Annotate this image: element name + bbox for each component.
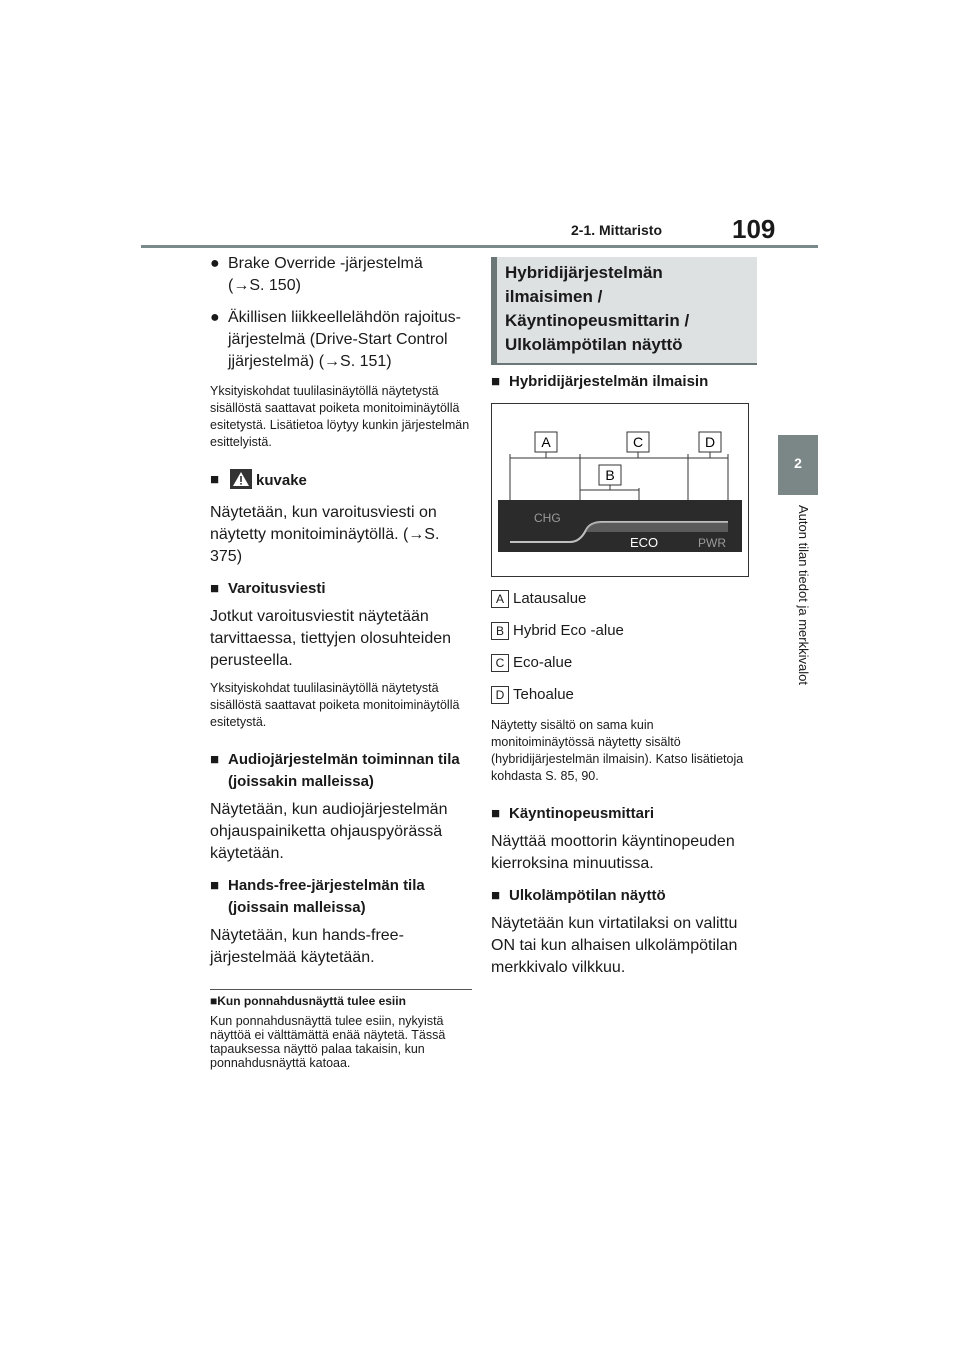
body-text: Näytetään, kun hands-free-järjestelmää käytetään. (210, 927, 404, 966)
section-title: 2-1. Mittaristo (571, 222, 663, 238)
bullet-line: Brake Override -järjestelmä (228, 255, 423, 272)
subheading-label: Käyntinopeusmittari (509, 805, 655, 822)
heading-line: Käyntinopeusmittarin / (505, 311, 690, 330)
bullet-line: järjestelmä (Drive-Start Control (228, 331, 448, 348)
bullet-dot-icon: ● (210, 309, 220, 326)
subheading-outside-temp (491, 885, 753, 907)
square-bullet-icon: ■ (210, 580, 220, 597)
square-bullet-icon: ■ (491, 805, 501, 822)
eco-label: ECO (630, 535, 659, 550)
popup-note (210, 989, 472, 1070)
subheading-label: Ulkolämpötilan näyttö (509, 887, 666, 904)
chapter-title: Auton tilan tiedot ja merkkivalot (796, 505, 811, 685)
legend-text: Eco-alue (513, 654, 573, 671)
subheading-hybrid-indicator (491, 371, 753, 393)
left-column (210, 253, 472, 1070)
legend-item-b (491, 621, 753, 641)
square-bullet-icon: ■ (210, 751, 220, 768)
pwr-label: PWR (698, 536, 726, 550)
heading-line: Hybridijärjestelmän (505, 263, 663, 282)
square-bullet-icon: ■ (210, 877, 220, 894)
legend-text: Tehoalue (513, 686, 574, 703)
subheading-label: Audiojärjestelmän toiminnan tila (joissakin malleissa) (228, 751, 460, 790)
hybrid-indicator-diagram (491, 403, 749, 577)
bullet-dot-icon: ● (210, 255, 220, 272)
body-text: Näytetään kun virtatilaksi on valittu ON tai kun alhaisen ulkolämpötilan merkkivalo vilkkuu. (491, 915, 738, 976)
subheading-label: kuvake (256, 472, 307, 489)
subheading-label: Varoitusviesti (228, 580, 326, 597)
legend-list (491, 589, 753, 705)
note-paragraph: Yksityiskohdat tuulilasinäytöllä näytetystä sisällöstä saattavat poiketa monitoiminäytöllä esitetystä. Lisätietoa löytyy kunkin järjestelmän esittelyistä. (210, 384, 470, 449)
heading-line: ilmaisimen / (505, 287, 603, 306)
legend-text: Latausalue (513, 590, 587, 607)
note-text: Kun ponnahdusnäyttä tulee esiin, nykyistä näyttöä ei välttämättä enää näytetä. Tässä tapauksessa näyttö palaa takaisin, kun ponnahdusnäyttä katoaa. (210, 1014, 446, 1070)
diagram-label-c: C (632, 434, 644, 450)
section-heading-box (491, 257, 757, 365)
square-bullet-icon: ■ (491, 887, 501, 904)
heading-line: Ulkolämpötilan näyttö (505, 335, 683, 354)
bullet-line: jjärjestelmä) (→S. 151) (228, 353, 392, 370)
subheading-label: Hands-free-järjestelmän tila (joissain malleissa) (228, 877, 425, 916)
hybrid-indicator-illustration (492, 404, 748, 576)
diagram-label-b: B (605, 467, 615, 483)
subheading-tachometer (491, 803, 753, 825)
diagram-label-a: A (541, 434, 551, 450)
diagram-label-d: D (704, 434, 716, 450)
legend-key: C (491, 654, 509, 672)
body-text: Näytetään, kun audiojärjestelmän ohjauspainiketta ohjauspyörässä käytetään. (210, 801, 448, 862)
header-divider (141, 245, 818, 248)
note-paragraph: Yksityiskohdat tuulilasinäytöllä näytetystä sisällöstä saattavat poiketa monitoiminäytöllä esitetystä. (210, 681, 460, 729)
bullet-brake-override (210, 253, 472, 297)
bullet-line: Äkillisen liikkeellelähdön rajoitus- (228, 309, 461, 326)
legend-key: A (491, 590, 509, 608)
gauge-fill (586, 522, 728, 532)
square-bullet-icon: ■ (491, 373, 501, 390)
subheading-warning-icon (210, 469, 472, 496)
body-text: Näytetään, kun varoitusviesti on näytetty monitoiminäytöllä. (→S. 375) (210, 504, 440, 565)
legend-text: Hybrid Eco -alue (513, 622, 624, 639)
bullet-drive-start-control (210, 307, 472, 373)
note-title-text: Kun ponnahdusnäyttä tulee esiin (217, 994, 406, 1008)
note-title (210, 994, 472, 1008)
bullet-line: (→S. 150) (228, 277, 301, 294)
subheading-label: Hybridijärjestelmän ilmaisin (509, 373, 709, 390)
chapter-number: 2 (794, 455, 802, 471)
note-paragraph: Näytetty sisältö on sama kuin monitoiminäytössä näytetty sisältö (hybridijärjestelmän ilmaisin). Katso lisätietoja kohdasta S. 85, 90. (491, 718, 744, 783)
legend-key: D (491, 686, 509, 704)
legend-item-d (491, 685, 753, 705)
right-column (491, 257, 753, 987)
subheading-warning-message (210, 578, 472, 600)
subheading-audio (210, 749, 472, 793)
body-text: Jotkut varoitusviestit näytetään tarvittaessa, tiettyjen olosuhteiden perusteella. (210, 608, 452, 669)
square-bullet-icon: ■ (210, 471, 220, 488)
square-bullet-icon: ■ (210, 994, 218, 1008)
legend-key: B (491, 622, 509, 640)
legend-item-c (491, 653, 753, 673)
warning-triangle-icon (230, 469, 252, 496)
chg-label: CHG (534, 511, 561, 525)
legend-item-a (491, 589, 753, 609)
body-text: Näyttää moottorin käyntinopeuden kierroksina minuutissa. (491, 833, 735, 872)
page-number: 109 (732, 214, 776, 244)
subheading-hands-free (210, 875, 472, 919)
